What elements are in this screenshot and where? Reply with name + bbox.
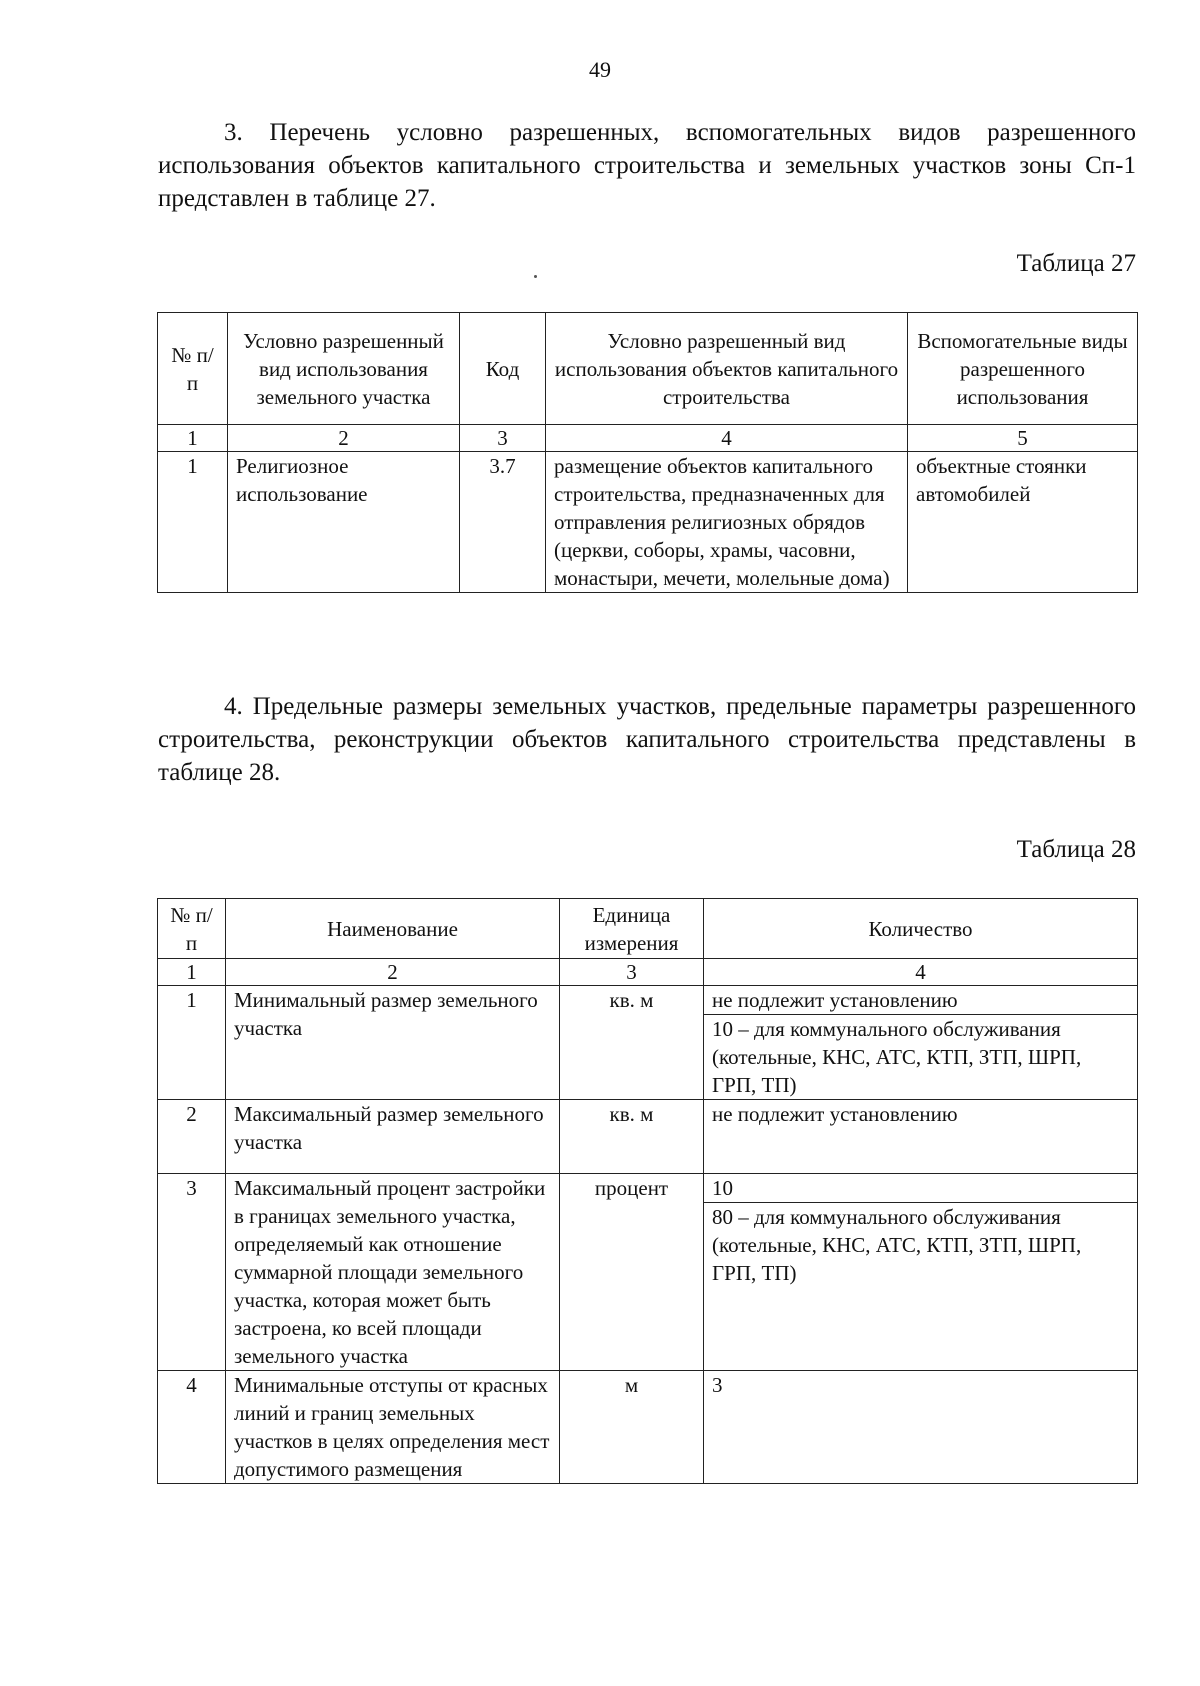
t27-row-code: 3.7 — [460, 452, 546, 593]
t28-header-quantity: Количество — [704, 899, 1138, 959]
t27-header-building-use: Условно разрешенный вид использования объектов капитального строительства — [546, 313, 908, 425]
table-row — [158, 1174, 1138, 1371]
table-row — [158, 1100, 1138, 1174]
t28-header-unit: Единица измерения — [560, 899, 704, 959]
table-27-label: Таблица 27 — [1016, 250, 1136, 277]
table-row — [158, 1371, 1138, 1484]
t28-row-num: 2 — [158, 1100, 226, 1174]
table-28-column-numbers — [158, 959, 1138, 986]
t27-row-num: 1 — [158, 452, 228, 593]
page-number: 49 — [589, 57, 611, 82]
table-row — [158, 986, 1138, 1100]
t27-colnum: 1 — [158, 425, 228, 452]
t28-row-value: 3 — [704, 1371, 1138, 1484]
t27-colnum: 4 — [546, 425, 908, 452]
t28-row-name: Минимальный размер земельного участка — [226, 986, 560, 1100]
t28-row-unit: м — [560, 1371, 704, 1484]
t27-colnum: 3 — [460, 425, 546, 452]
t28-row-unit: процент — [560, 1174, 704, 1371]
section-3-text: 3. Перечень условно разрешенных, вспомогательных видов разрешенного использования объектов капитального строительства и земельных участков зоны Сп-1 представлен в таблице 27. — [158, 119, 1136, 212]
t27-colnum: 5 — [908, 425, 1138, 452]
table-27 — [157, 312, 1138, 593]
t28-row-values — [704, 986, 1138, 1100]
table-row — [158, 452, 1138, 593]
t28-row-value: не подлежит установлению — [712, 988, 958, 1012]
table-27-header-row — [158, 313, 1138, 425]
t27-header-auxiliary: Вспомогательные виды разрешенного использования — [908, 313, 1138, 425]
t28-colnum: 4 — [704, 959, 1138, 986]
t28-row-name: Максимальный процент застройки в границах земельного участка, определяемый как отношение суммарной площади земельного участка, которая может быть застроена, ко всей площади земельного участка — [226, 1174, 560, 1371]
t27-header-num: № п/п — [158, 313, 228, 425]
t28-row-value: 10 — [712, 1176, 733, 1200]
t27-row-auxiliary: объектные стоянки автомобилей — [908, 452, 1138, 593]
t27-header-land-use: Условно разрешенный вид использования земельного участка — [228, 313, 460, 425]
section-4-text: 4. Предельные размеры земельных участков, предельные параметры разрешенного строительства, реконструкции объектов капитального строительства представлены в таблице 28. — [158, 693, 1136, 786]
t27-header-code: Код — [460, 313, 546, 425]
t28-row-value: 80 – для коммунального обслуживания (котельные, КНС, АТС, КТП, ЗТП, ШРП, ГРП, ТП) — [704, 1202, 1137, 1287]
t28-row-value: 10 – для коммунального обслуживания (котельные, КНС, АТС, КТП, ЗТП, ШРП, ГРП, ТП) — [704, 1014, 1137, 1099]
t28-row-name: Максимальный размер земельного участка — [226, 1100, 560, 1174]
t28-row-unit: кв. м — [560, 986, 704, 1100]
t28-row-values — [704, 1174, 1138, 1371]
t28-row-num: 1 — [158, 986, 226, 1100]
t28-colnum: 2 — [226, 959, 560, 986]
t27-colnum: 2 — [228, 425, 460, 452]
scan-speck — [534, 275, 537, 278]
section-4-paragraph — [158, 690, 1136, 789]
t28-row-name: Минимальные отступы от красных линий и границ земельных участков в целях определения мест допустимого размещения — [226, 1371, 560, 1484]
table-27-column-numbers — [158, 425, 1138, 452]
t27-row-building-use: размещение объектов капитального строительства, предназначенных для отправления религиозных обрядов (церкви, соборы, храмы, часовни, монастыри, мечети, молельные дома) — [546, 452, 908, 593]
t28-row-unit: кв. м — [560, 1100, 704, 1174]
t28-header-name: Наименование — [226, 899, 560, 959]
table-28 — [157, 898, 1138, 1484]
t28-row-num: 3 — [158, 1174, 226, 1371]
t28-header-num: № п/п — [158, 899, 226, 959]
t27-row-land-use: Религиозное использование — [228, 452, 460, 593]
table-28-label: Таблица 28 — [1016, 836, 1136, 863]
t28-row-num: 4 — [158, 1371, 226, 1484]
t28-colnum: 3 — [560, 959, 704, 986]
t28-colnum: 1 — [158, 959, 226, 986]
table-28-header-row — [158, 899, 1138, 959]
section-3-paragraph — [158, 116, 1136, 215]
t28-row-value: не подлежит установлению — [704, 1100, 1138, 1174]
